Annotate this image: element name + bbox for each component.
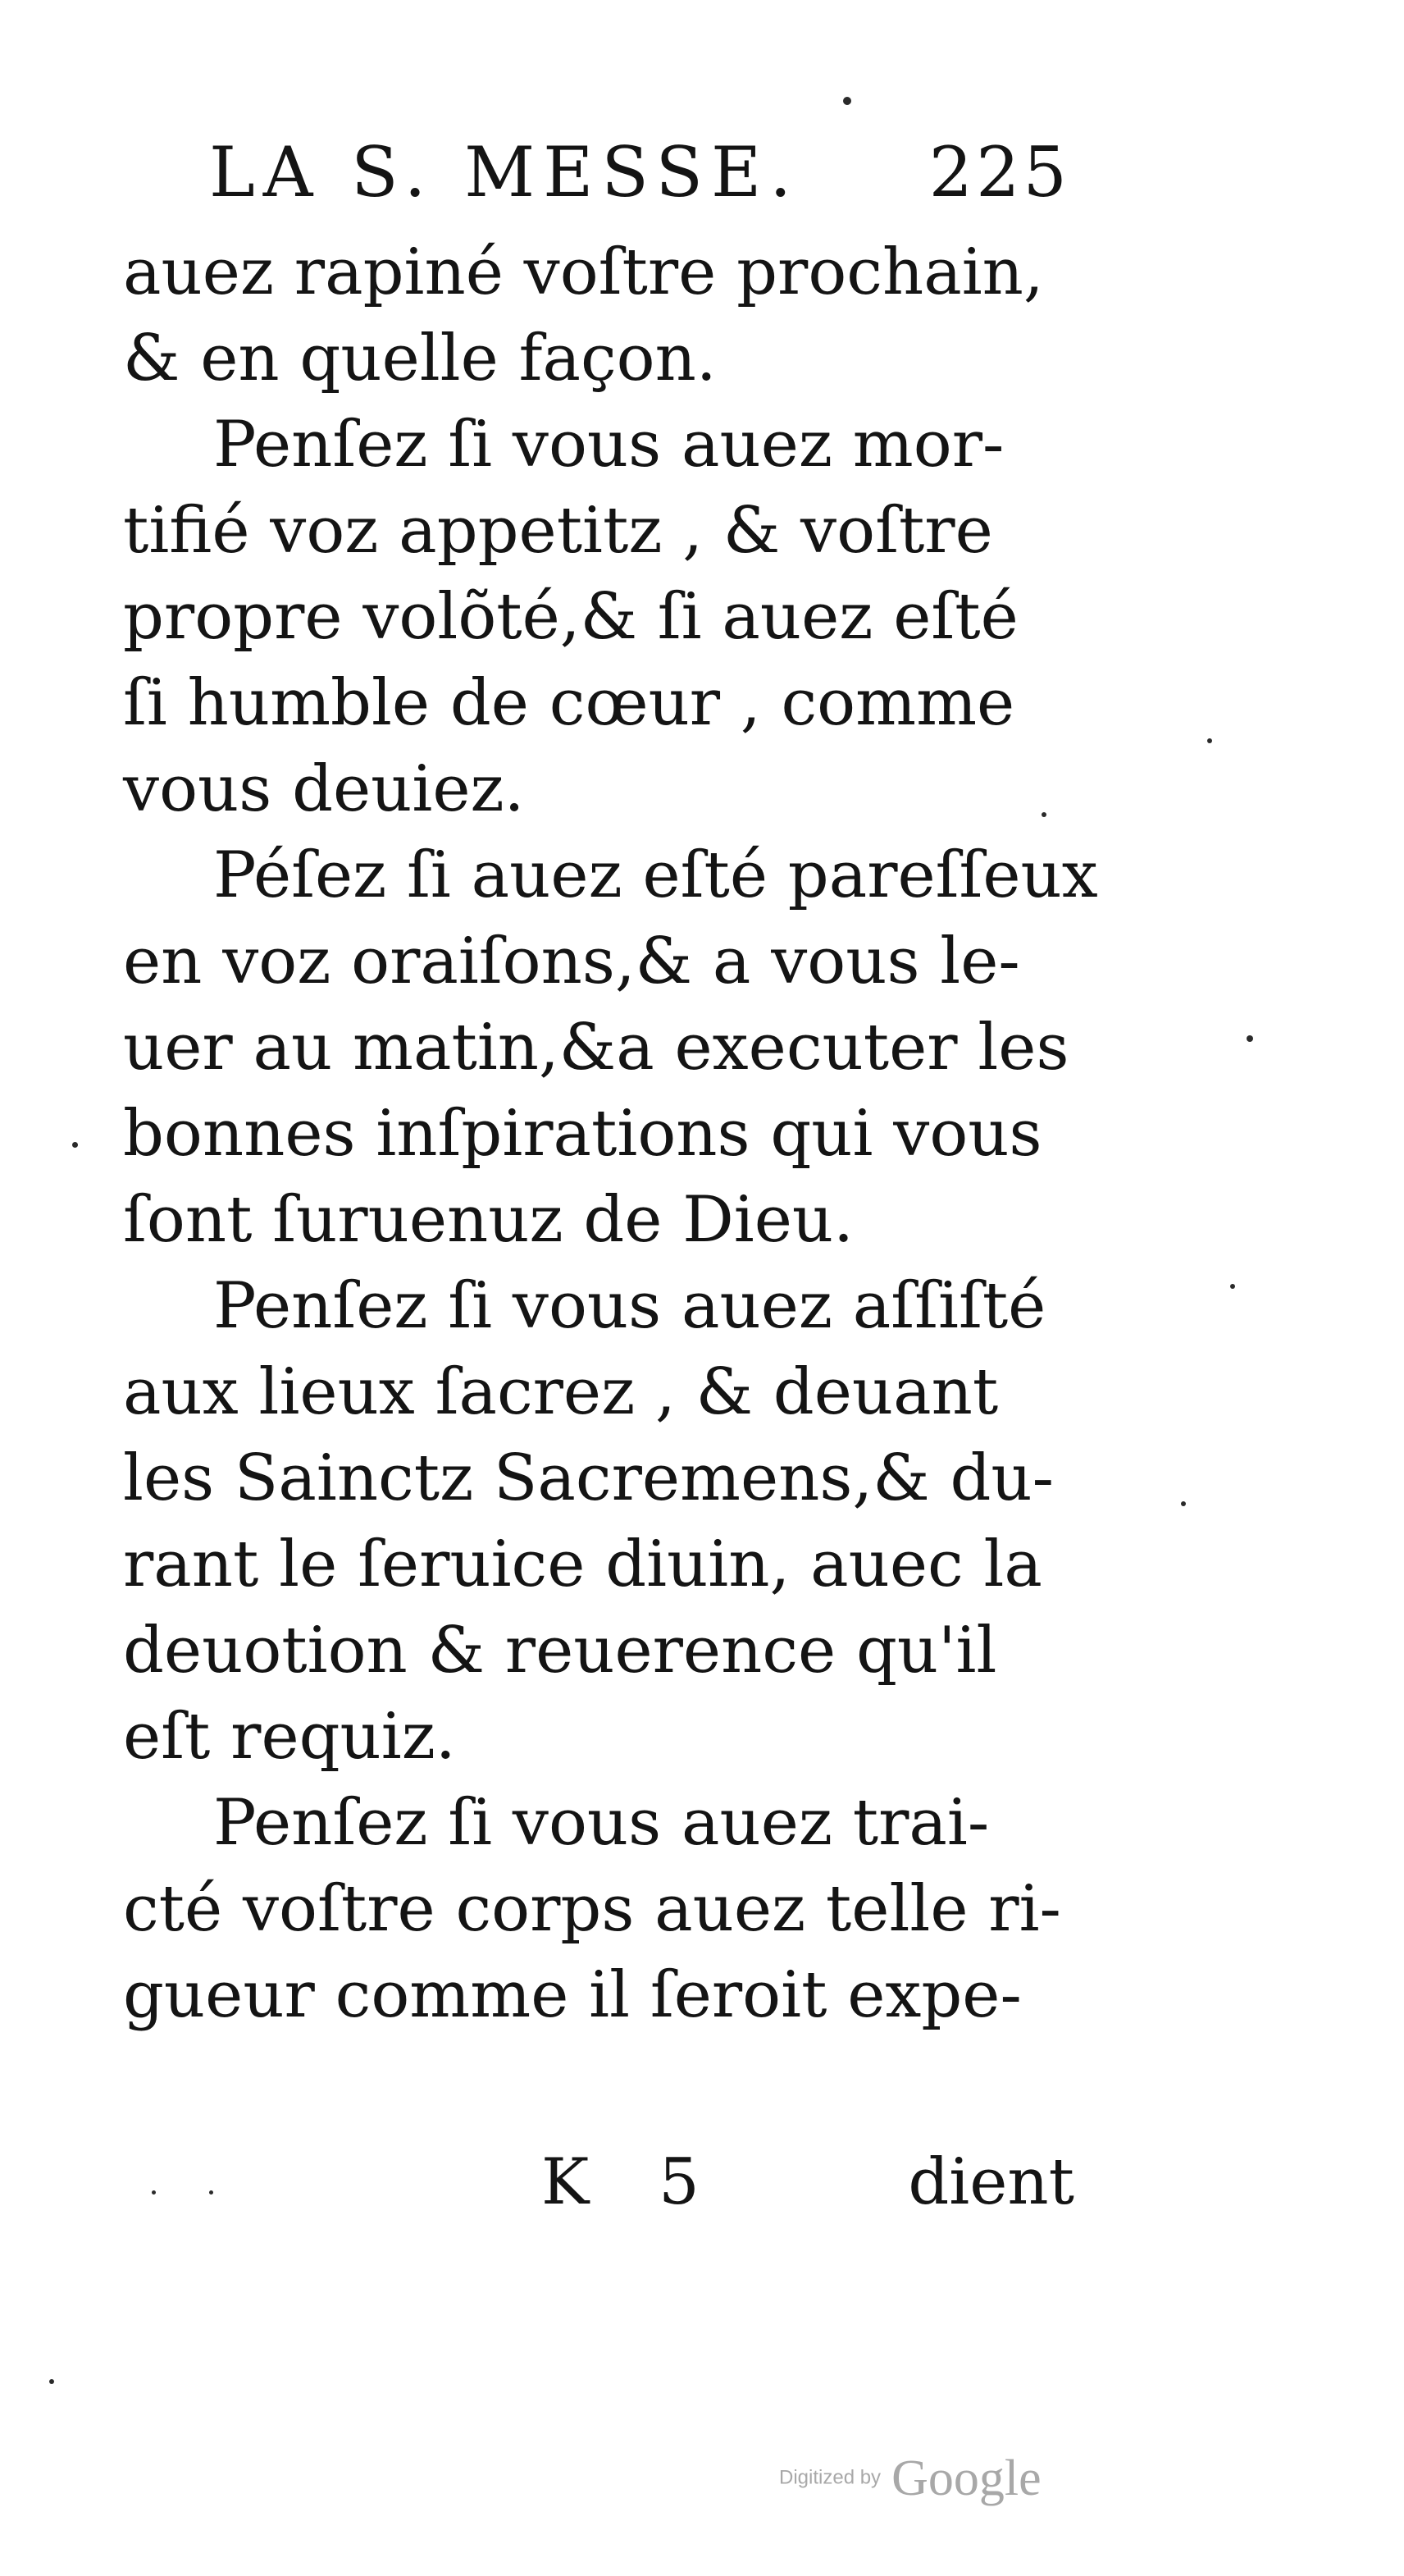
scan-speck (209, 2190, 213, 2195)
text-line: deuotion & reuerence qu'il (123, 1614, 997, 1688)
watermark-prefix: Digitized by (779, 2466, 882, 2489)
text-line: Penſez ſi vous auez trai- (213, 1786, 990, 1860)
scan-speck (152, 2190, 156, 2195)
text-line: Penſez ſi vous auez aſſiſté (213, 1269, 1046, 1343)
scan-speck (1042, 812, 1046, 817)
text-line: aux lieux ſacrez , & deuant (123, 1355, 999, 1429)
text-line: propre volõté,& ſi auez eſté (123, 580, 1019, 654)
page-header (209, 123, 1070, 222)
text-line: rant le ſeruice diuin, auec la (123, 1528, 1042, 1601)
digitization-watermark (779, 2449, 1042, 2506)
text-line: ſont ſuruenuz de Dieu. (123, 1183, 854, 1257)
text-line: Penſez ſi vous auez mor- (213, 408, 1005, 482)
page-number: 225 (928, 132, 1070, 212)
scan-speck (1230, 1284, 1235, 1289)
scan-speck (1181, 1501, 1186, 1506)
text-line: auez rapiné voſtre prochain, (123, 235, 1044, 309)
scan-speck (72, 1142, 78, 1148)
text-line: eſt requiz. (123, 1700, 456, 1774)
scan-speck (49, 2379, 54, 2384)
text-line: tifié voz appetitz , & voſtre (123, 494, 993, 568)
text-line: gueur comme il ſeroit expe- (123, 1958, 1022, 2032)
signature-mark: K 5 (541, 2145, 724, 2219)
text-line: vous deuiez. (123, 752, 525, 826)
watermark-brand: Google (891, 2450, 1042, 2506)
text-line: bonnes inſpirations qui vous (123, 1097, 1042, 1171)
text-line: uer au matin,&a executer les (123, 1011, 1069, 1085)
text-line: en voz oraiſons,& a vous le- (123, 925, 1020, 998)
body-text (123, 230, 1098, 2039)
running-title: LA S. MESSE. (209, 132, 800, 212)
text-line: & en quelle façon. (123, 322, 717, 395)
text-line: ſi humble de cœur , comme (123, 666, 1015, 740)
catchword: dient (908, 2145, 1074, 2219)
scan-speck (1247, 1035, 1253, 1042)
page-footer (123, 2137, 1074, 2227)
text-line: les Sainctz Sacremens,& du- (123, 1441, 1054, 1515)
scan-speck (843, 97, 851, 105)
scan-speck (1207, 738, 1212, 743)
text-line: Péſez ſi auez eſté pareſſeux (213, 838, 1098, 912)
text-line: cté voſtre corps auez telle ri- (123, 1872, 1061, 1946)
